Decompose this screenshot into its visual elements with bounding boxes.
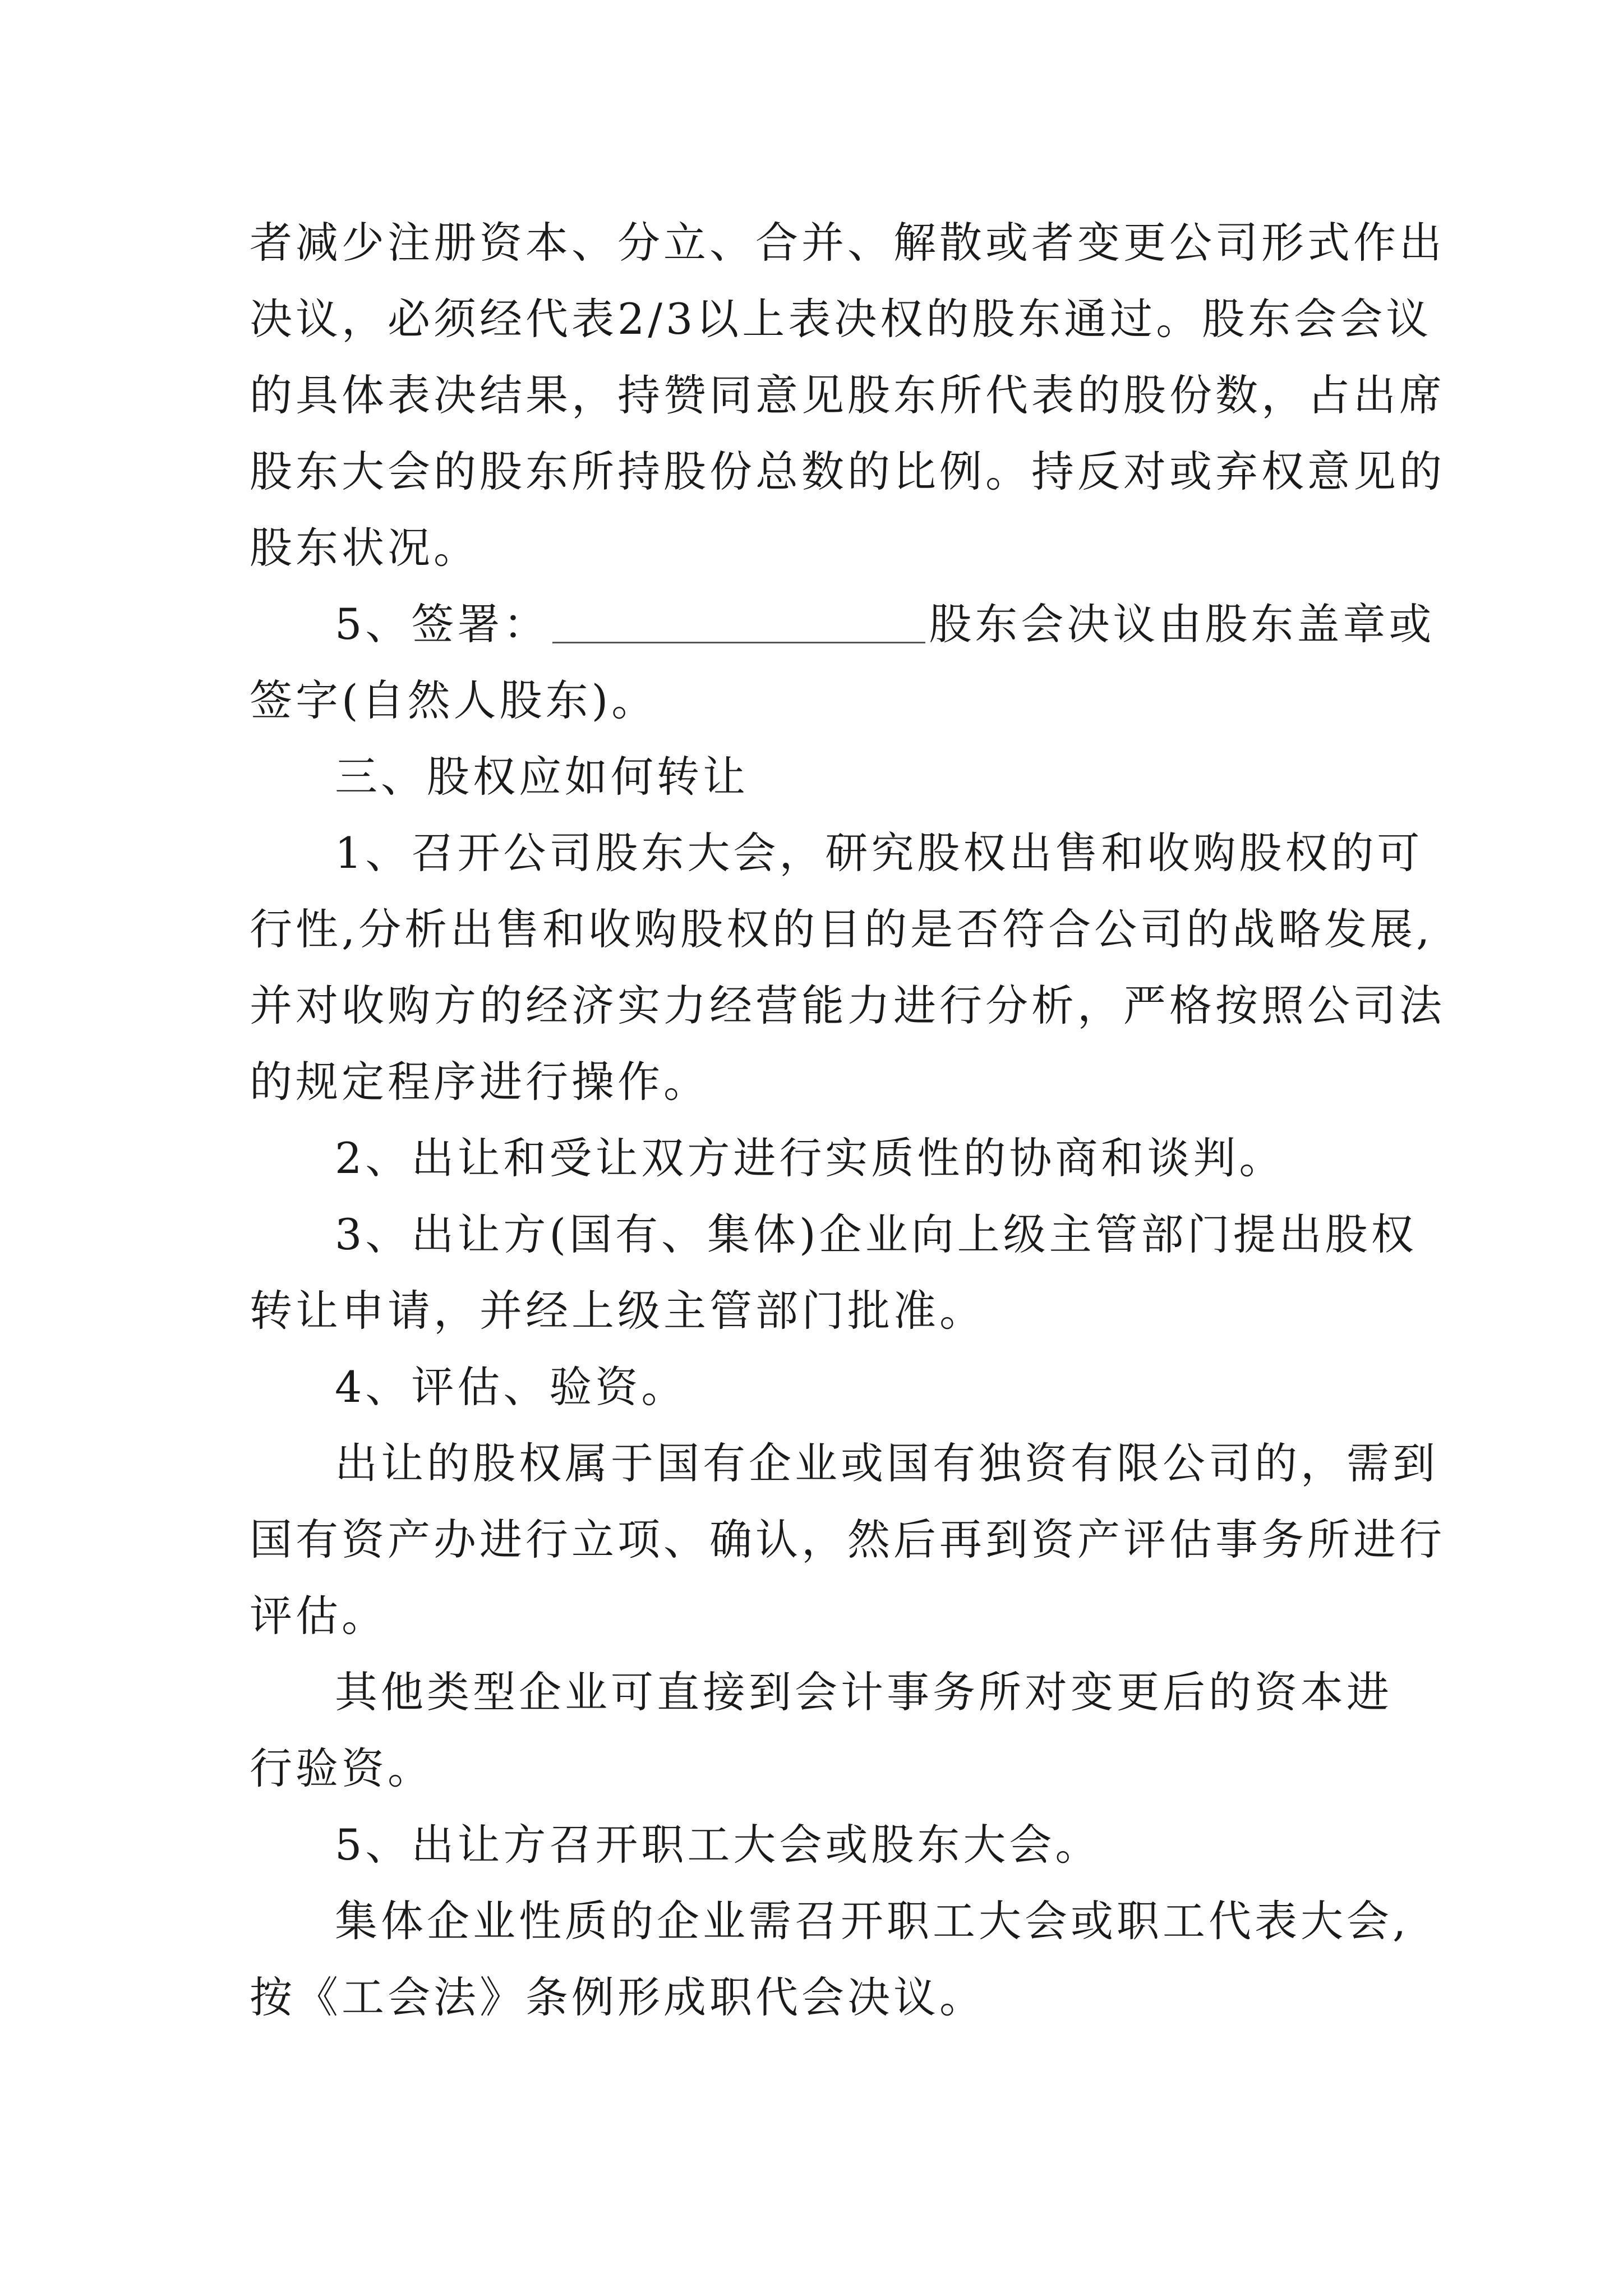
text-line: 转让申请，并经上级主管部门批准。 [250,1286,985,1336]
signature-paragraph [250,586,1435,662]
text-line: 股东状况。 [250,523,479,573]
document-body [250,205,1445,2036]
text-line: 按《工会法》条例形成职代会决议。 [250,1972,985,2022]
text-line: 1、召开公司股东大会，研究股权出售和收购股权的可 [335,828,1423,878]
signature-prefix: 5、签署： [335,599,550,649]
text-line: 行验资。 [250,1743,434,1793]
text-line: 国有资产办进行立项、确认，然后再到资产评估事务所进行 [250,1515,1445,1565]
text-line: 者减少注册资本、分立、合并、解散或者变更公司形式作出 [250,218,1445,268]
text-line: 2、出让和受让双方进行实质性的协商和谈判。 [335,1133,1285,1183]
text-line: 的具体表决结果，持赞同意见股东所代表的股份数，占出席 [250,370,1445,420]
section-heading: 三、股权应如何转让 [335,752,749,802]
text-line: 4、评估、验资。 [335,1362,688,1412]
text-line: 股东大会的股东所持股份总数的比例。持反对或弃权意见的 [250,447,1445,496]
signature-blank [552,602,925,643]
text-line: 签字(自然人股东)。 [250,675,658,725]
text-line: 集体企业性质的企业需召开职工大会或职工代表大会, [335,1896,1410,1946]
text-line: 并对收购方的经济实力经营能力进行分析，严格按照公司法 [250,981,1445,1030]
signature-suffix: 股东会决议由股东盖章或 [929,599,1435,649]
text-line: 决议，必须经代表2/3以上表决权的股东通过。股东会会议 [250,294,1432,344]
text-line: 出让的股权属于国有企业或国有独资有限公司的，需到 [335,1438,1438,1488]
text-line: 评估。 [250,1591,388,1641]
text-line: 3、出让方(国有、集体)企业向上级主管部门提出股权 [335,1209,1417,1259]
text-line: 5、出让方召开职工大会或股东大会。 [335,1820,1101,1870]
text-line: 的规定程序进行操作。 [250,1057,709,1107]
text-line: 其他类型企业可直接到会计事务所对变更后的资本进 [335,1667,1393,1717]
text-line: 行性,分析出售和收购股权的目的是否符合公司的战略发展, [250,904,1433,954]
